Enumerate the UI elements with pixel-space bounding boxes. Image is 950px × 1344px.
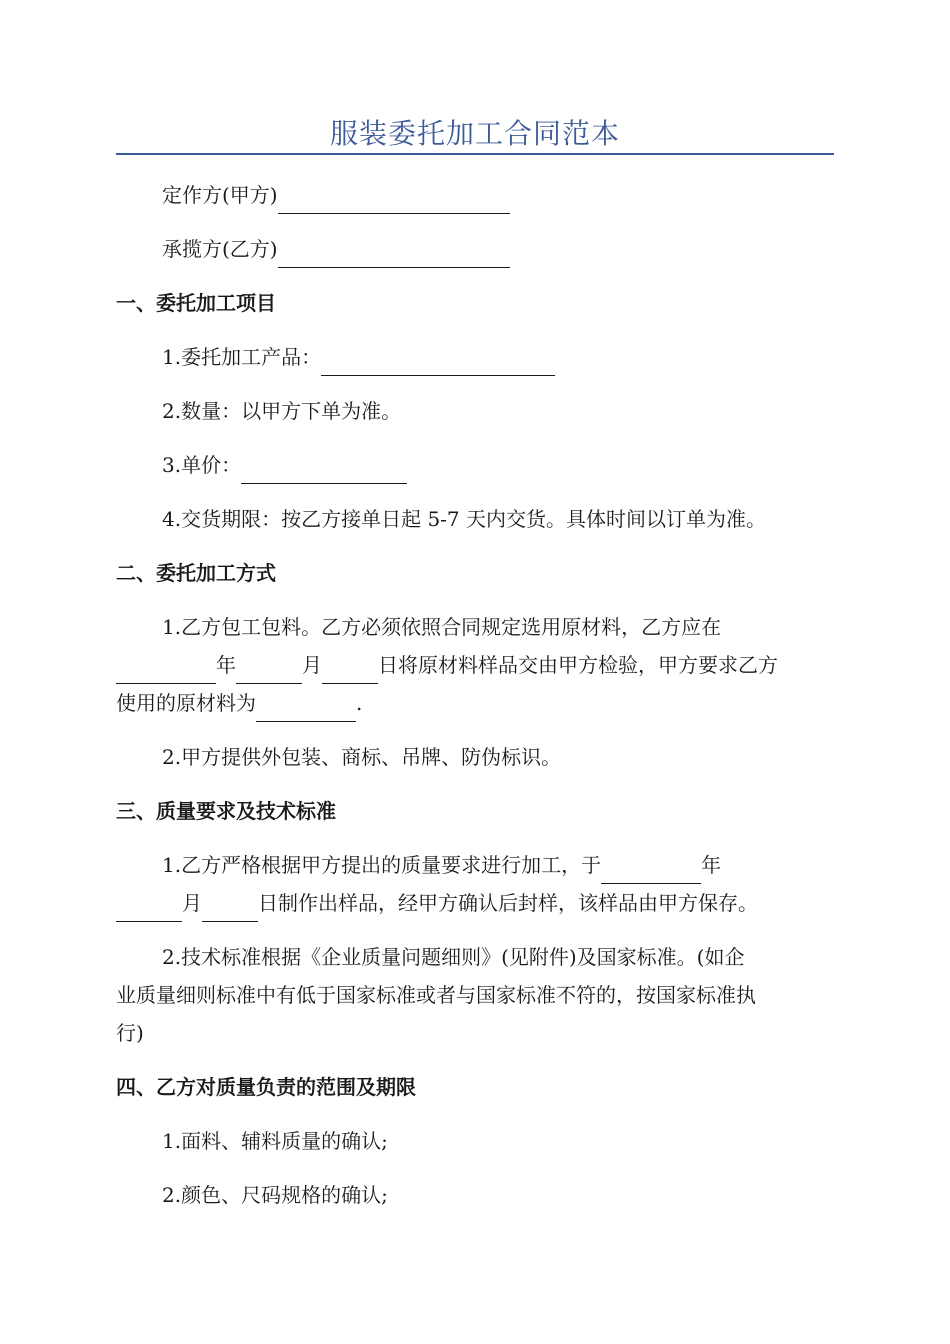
item-unit-price-label: 3.单价： [162, 453, 242, 477]
material-period: . [356, 691, 363, 715]
method-day-blank[interactable] [322, 657, 378, 684]
party-a-label: 定作方(甲方) [162, 183, 278, 207]
party-a-line [162, 176, 834, 214]
quality-1-date-line [116, 884, 834, 922]
quality-1-continuation: 日制作出样品，经甲方确认后封样，该样品由甲方保存。 [258, 891, 758, 915]
section-heading-1: 一、委托加工项目 [116, 291, 276, 315]
item-product-blank[interactable] [321, 349, 555, 376]
quality-day-blank[interactable] [202, 895, 258, 922]
material-label: 使用的原材料为 [116, 691, 256, 715]
responsibility-1-line: 1.面料、辅料质量的确认; [162, 1129, 388, 1153]
item-unit-price-line [162, 446, 834, 484]
quality-month-blank[interactable] [116, 895, 182, 922]
item-product-line [162, 338, 834, 376]
party-b-blank[interactable] [278, 241, 510, 268]
method-month-blank[interactable] [236, 657, 302, 684]
section-heading-2: 二、委托加工方式 [116, 561, 276, 585]
method-1-date-line [116, 646, 834, 684]
method-1-continuation: 日将原材料样品交由甲方检验，甲方要求乙方 [378, 653, 778, 677]
month-label: 月 [302, 653, 322, 677]
quality-1-label: 1.乙方严格根据甲方提出的质量要求进行加工，于 [162, 853, 602, 877]
quality-2-line-cont: 业质量细则标准中有低于国家标准或者与国家标准不符的，按国家标准执 [116, 983, 756, 1007]
responsibility-2-line: 2.颜色、尺码规格的确认; [162, 1183, 388, 1207]
section-heading-4: 四、乙方对质量负责的范围及期限 [116, 1075, 416, 1099]
method-year-blank[interactable] [116, 657, 216, 684]
method-1-line: 1.乙方包工包料。乙方必须依照合同规定选用原材料，乙方应在 [162, 615, 722, 639]
party-a-blank[interactable] [278, 187, 510, 214]
quality-year-blank[interactable] [601, 857, 701, 884]
item-delivery-line: 4.交货期限：按乙方接单日起 5-7 天内交货。具体时间以订单为准。 [162, 507, 767, 531]
section-heading-3: 三、质量要求及技术标准 [116, 799, 336, 823]
quality-2-line-end: 行) [116, 1021, 144, 1045]
quality-1-line [162, 846, 834, 884]
material-blank[interactable] [256, 695, 356, 722]
item-quantity-line: 2.数量：以甲方下单为准。 [162, 399, 402, 423]
method-1-material-line [116, 684, 834, 722]
quality-year-label: 年 [701, 853, 722, 877]
quality-2-line: 2.技术标准根据《企业质量问题细则》(见附件)及国家标准。(如企 [162, 945, 745, 969]
party-b-line [162, 230, 834, 268]
year-label: 年 [216, 653, 236, 677]
title-underline [116, 153, 834, 155]
method-2-line: 2.甲方提供外包装、商标、吊牌、防伪标识。 [162, 745, 562, 769]
quality-month-label: 月 [182, 891, 202, 915]
document-title: 服装委托加工合同范本 [329, 117, 620, 150]
item-unit-price-blank[interactable] [241, 457, 407, 484]
party-b-label: 承揽方(乙方) [162, 237, 278, 261]
item-product-label: 1.委托加工产品： [162, 345, 322, 369]
